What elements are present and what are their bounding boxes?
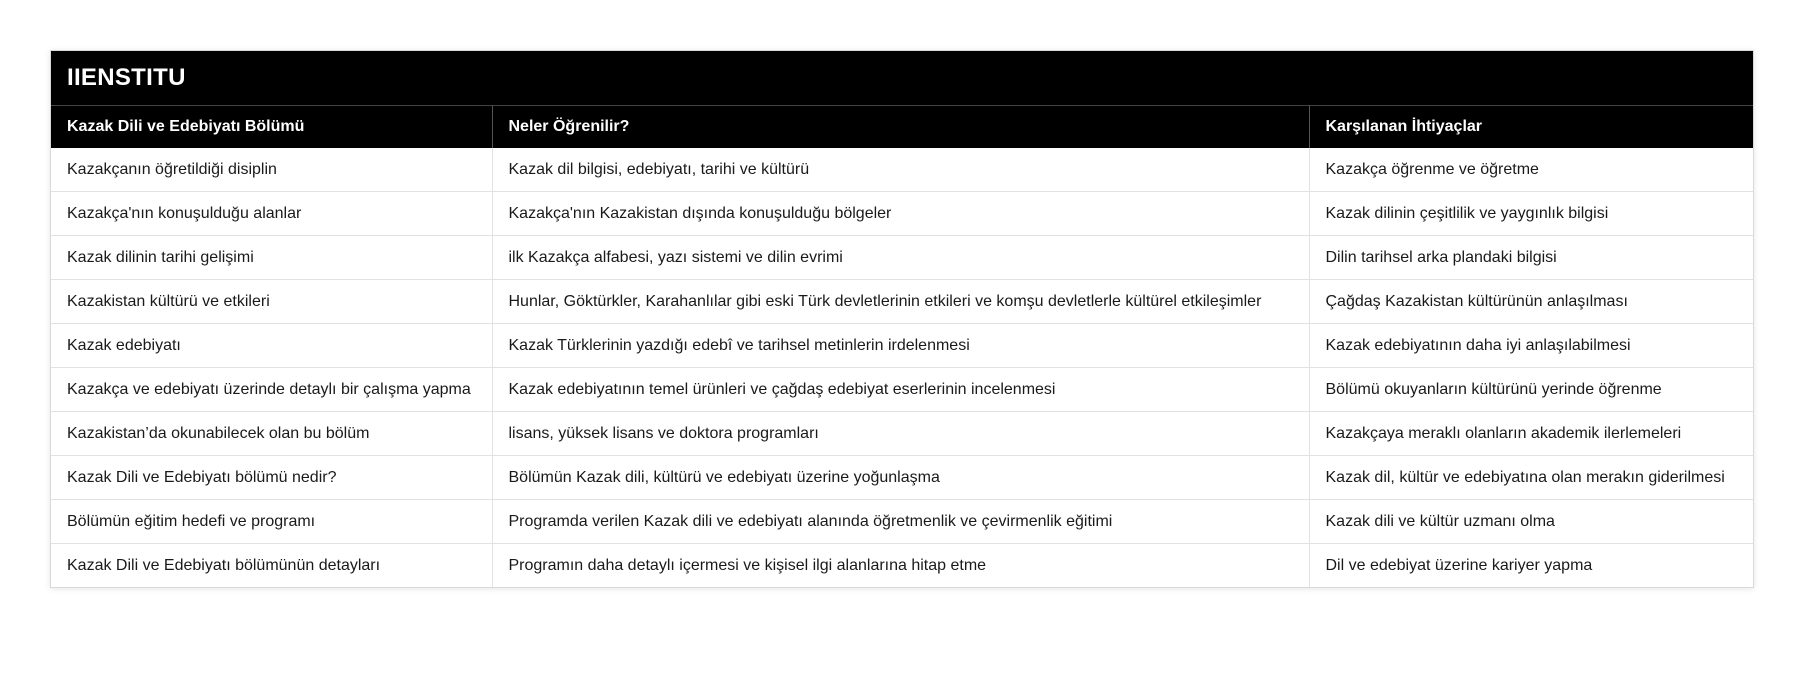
table-row [51,500,1753,544]
table-row [51,412,1753,456]
cell-what-is-learned: lisans, yüksek lisans ve doktora programları [492,412,1309,456]
table-body [51,148,1753,587]
cell-needs-met: Bölümü okuyanların kültürünü yerinde öğrenme [1309,368,1753,412]
cell-needs-met: Kazakçaya meraklı olanların akademik ilerlemeleri [1309,412,1753,456]
cell-what-is-learned: Kazak dil bilgisi, edebiyatı, tarihi ve kültürü [492,148,1309,192]
cell-department-topic: Kazak edebiyatı [51,324,492,368]
cell-department-topic: Kazakça'nın konuşulduğu alanlar [51,192,492,236]
cell-department-topic: Kazakça ve edebiyatı üzerinde detaylı bir çalışma yapma [51,368,492,412]
table-row [51,148,1753,192]
table-row [51,324,1753,368]
cell-what-is-learned: Kazak Türklerinin yazdığı edebî ve tarihsel metinlerin irdelenmesi [492,324,1309,368]
table-row [51,544,1753,588]
cell-department-topic: Kazak dilinin tarihi gelişimi [51,236,492,280]
cell-department-topic: Kazak Dili ve Edebiyatı bölümü nedir? [51,456,492,500]
cell-what-is-learned: Kazak edebiyatının temel ürünleri ve çağdaş edebiyat eserlerinin incelenmesi [492,368,1309,412]
column-header-department: Kazak Dili ve Edebiyatı Bölümü [51,106,492,148]
table-row [51,280,1753,324]
column-header-what-is-learned: Neler Öğrenilir? [492,106,1309,148]
cell-what-is-learned: Bölümün Kazak dili, kültürü ve edebiyatı üzerine yoğunlaşma [492,456,1309,500]
table-row [51,236,1753,280]
cell-department-topic: Kazakçanın öğretildiği disiplin [51,148,492,192]
cell-needs-met: Kazak dil, kültür ve edebiyatına olan merakın giderilmesi [1309,456,1753,500]
table-row [51,192,1753,236]
content-table-card [50,50,1754,588]
cell-department-topic: Kazakistan kültürü ve etkileri [51,280,492,324]
cell-needs-met: Dilin tarihsel arka plandaki bilgisi [1309,236,1753,280]
data-table [51,106,1753,587]
column-header-needs-met: Karşılanan İhtiyaçlar [1309,106,1753,148]
cell-needs-met: Kazak dili ve kültür uzmanı olma [1309,500,1753,544]
cell-needs-met: Dil ve edebiyat üzerine kariyer yapma [1309,544,1753,588]
cell-what-is-learned: Kazakça'nın Kazakistan dışında konuşulduğu bölgeler [492,192,1309,236]
cell-needs-met: Kazak dilinin çeşitlilik ve yaygınlık bilgisi [1309,192,1753,236]
cell-needs-met: Çağdaş Kazakistan kültürünün anlaşılması [1309,280,1753,324]
table-row [51,368,1753,412]
cell-what-is-learned: Programın daha detaylı içermesi ve kişisel ilgi alanlarına hitap etme [492,544,1309,588]
cell-what-is-learned: Hunlar, Göktürkler, Karahanlılar gibi eski Türk devletlerinin etkileri ve komşu devletlerle kültürel etkileşimler [492,280,1309,324]
cell-needs-met: Kazak edebiyatının daha iyi anlaşılabilmesi [1309,324,1753,368]
brand-title: IIENSTITU [51,51,1753,106]
cell-needs-met: Kazakça öğrenme ve öğretme [1325,160,1539,178]
cell-what-is-learned: Programda verilen Kazak dili ve edebiyatı alanında öğretmenlik ve çevirmenlik eğitimi [492,500,1309,544]
table-row [51,456,1753,500]
cell-what-is-learned: ilk Kazakça alfabesi, yazı sistemi ve dilin evrimi [492,236,1309,280]
table-header-row [51,106,1753,148]
cell-department-topic: Bölümün eğitim hedefi ve programı [51,500,492,544]
cell-department-topic: Kazak Dili ve Edebiyatı bölümünün detayları [51,544,492,588]
cell-department-topic: Kazakistan’da okunabilecek olan bu bölüm [51,412,492,456]
